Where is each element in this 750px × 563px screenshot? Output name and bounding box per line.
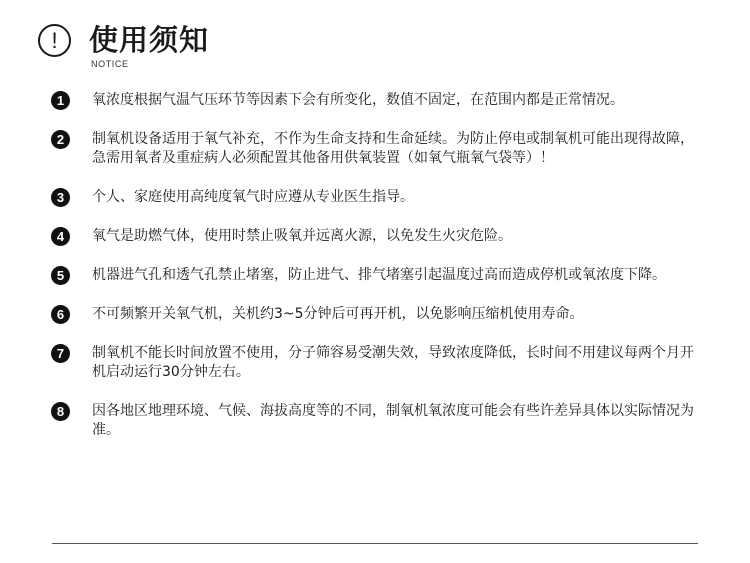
number-badge: 4 — [51, 227, 70, 246]
number-badge: 6 — [51, 305, 70, 324]
notice-text: 氧气是助燃气体，使用时禁止吸氧并远离火源，以免发生火灾危险。 — [92, 228, 512, 244]
number-badge: 2 — [51, 130, 70, 149]
notice-text: 制氧机设备适用于氧气补充，不作为生命支持和生命延续。为防止停电或制氧机可能出现得故障，急需用氧者及重症病人必须配置其他备用供氧装置（如氧气瓶氧气袋等）！ — [92, 131, 694, 166]
notice-item-3 — [51, 188, 701, 207]
notice-item-6 — [51, 305, 701, 324]
notice-text: 个人、家庭使用高纯度氧气时应遵从专业医生指导。 — [92, 189, 414, 205]
number-badge: 1 — [51, 91, 70, 110]
exclamation-circle-icon: ! — [38, 24, 71, 57]
number-badge: 8 — [51, 402, 70, 421]
notice-list — [51, 91, 701, 460]
notice-item-8 — [51, 402, 701, 440]
notice-text: 不可频繁开关氧气机，关机约3~5分钟后可再开机，以免影响压缩机使用寿命。 — [92, 306, 584, 322]
bottom-divider — [52, 543, 698, 544]
notice-item-1 — [51, 91, 701, 110]
number-badge: 5 — [51, 266, 70, 285]
page-subtitle: NOTICE — [91, 59, 129, 69]
page-title: 使用须知 — [89, 23, 210, 57]
notice-item-4 — [51, 227, 701, 246]
notice-text: 因各地区地理环境、气候、海拔高度等的不同，制氧机氧浓度可能会有些许差异具体以实际情况为准。 — [92, 403, 694, 438]
notice-item-7 — [51, 344, 701, 382]
notice-item-5 — [51, 266, 701, 285]
notice-item-2 — [51, 130, 701, 168]
notice-text: 制氧机不能长时间放置不使用，分子筛容易受潮失效，导致浓度降低，长时间不用建议每两个月开机启动运行30分钟左右。 — [92, 345, 694, 380]
notice-text: 机器进气孔和透气孔禁止堵塞，防止进气、排气堵塞引起温度过高而造成停机或氧浓度下降。 — [92, 267, 666, 283]
notice-text: 氧浓度根据气温气压环节等因素下会有所变化，数值不固定，在范围内都是正常情况。 — [92, 92, 624, 108]
number-badge: 3 — [51, 188, 70, 207]
number-badge: 7 — [51, 344, 70, 363]
